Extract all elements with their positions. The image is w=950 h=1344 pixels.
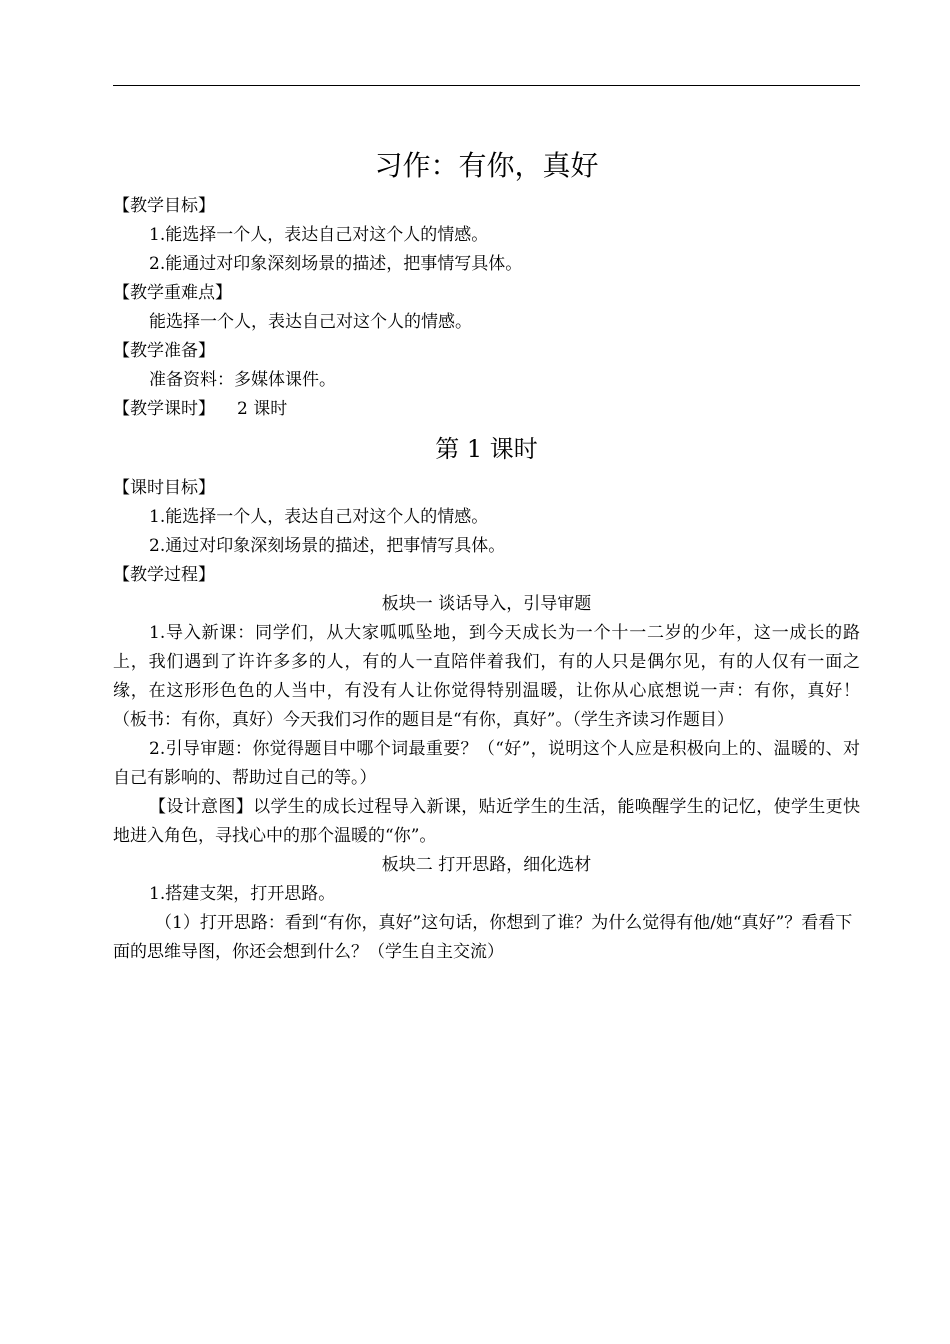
hours-header: 【教学课时】 — [113, 399, 215, 419]
design-intent-paragraph: 【设计意图】以学生的成长过程导入新课，贴近学生的生活，能唤醒学生的记忆，使学生更快地进入角色，寻找心中的那个温暖的“你”。 — [113, 797, 860, 846]
process-header: 【教学过程】 — [113, 565, 215, 585]
document-title: 习作：有你，真好 — [374, 149, 599, 182]
prep-header: 【教学准备】 — [113, 341, 215, 361]
lesson-title: 第 1 课时 — [435, 435, 538, 463]
difficulty-text: 能选择一个人，表达自己对这个人的情感。 — [149, 312, 472, 332]
block1-paragraph-2: 2.引导审题：你觉得题目中哪个词最重要？（“好”，说明这个人应是积极向上的、温暖的、对自己有影响的、帮助过自己的等。） — [113, 739, 860, 788]
prep-text: 准备资料：多媒体课件。 — [149, 370, 336, 390]
lesson-goal-item: 2.通过对印象深刻场景的描述，把事情写具体。 — [149, 536, 506, 556]
hours-row — [113, 395, 860, 424]
lesson-goal-item: 1.能选择一个人，表达自己对这个人的情感。 — [149, 507, 489, 527]
header-rule — [113, 85, 860, 86]
document-page — [113, 140, 860, 967]
lesson-goals-header: 【课时目标】 — [113, 478, 215, 498]
block1-paragraph-1: 1.导入新课：同学们，从大家呱呱坠地，到今天成长为一个十一二岁的少年，这一成长的路上，我们遇到了许许多多的人，有的人一直陪伴着我们，有的人只是偶尔见，有的人仅有一面之缘，在这形形色色的人当中，有没有人让你觉得特别温暖，让你从心底想说一声：有你，真好！（板书：有你，真好）今天我们习作的题目是“有你，真好”。（学生齐读习作题目） — [113, 623, 860, 730]
block1-title: 板块一 谈话导入，引导审题 — [381, 594, 592, 614]
difficulty-header: 【教学重难点】 — [113, 283, 232, 303]
goals-header: 【教学目标】 — [113, 196, 215, 216]
block2-subitem: （1）打开思路：看到“有你，真好”这句话，你想到了谁？为什么觉得有他/她“真好”？看看下面的思维导图，你还会想到什么？（学生自主交流） — [113, 913, 853, 962]
block2-title: 板块二 打开思路，细化选材 — [381, 855, 592, 875]
goal-item: 1.能选择一个人，表达自己对这个人的情感。 — [149, 225, 489, 245]
goal-item: 2.能通过对印象深刻场景的描述，把事情写具体。 — [149, 254, 523, 274]
hours-value: 2 课时 — [237, 399, 288, 419]
block2-item: 1.搭建支架，打开思路。 — [149, 884, 336, 904]
